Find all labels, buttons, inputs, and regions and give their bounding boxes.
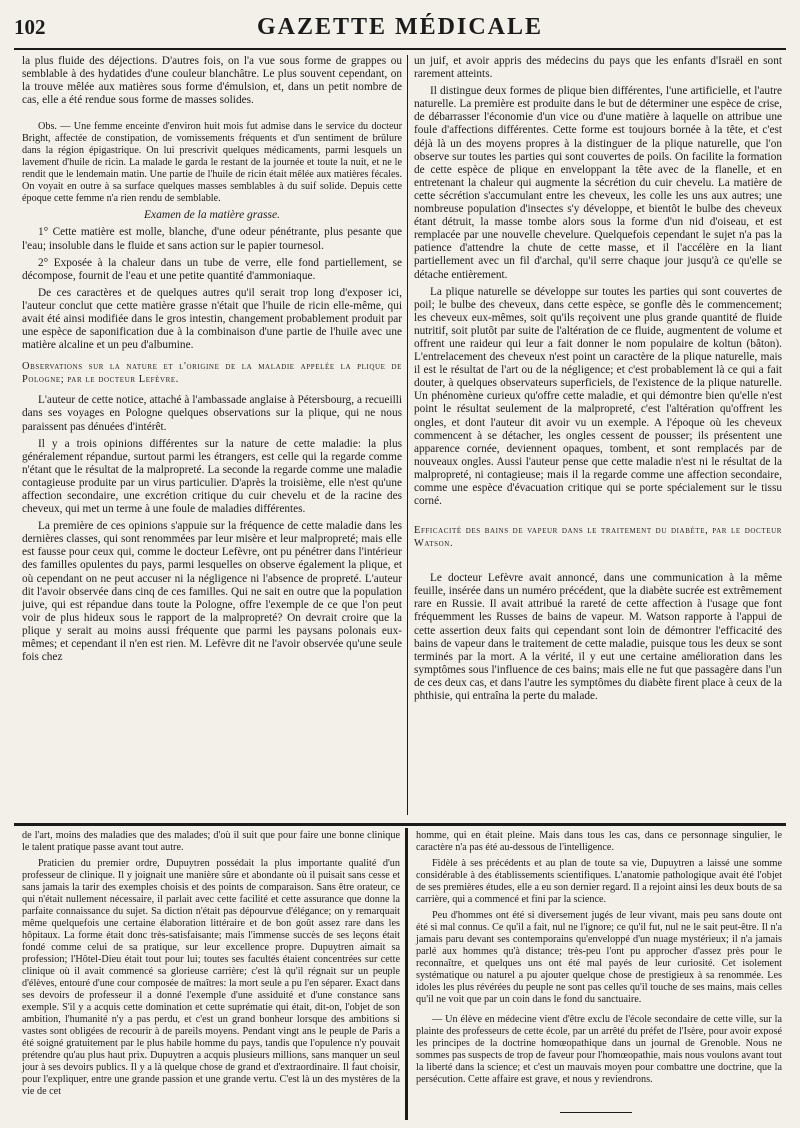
paragraph: la plus fluide des déjections. D'autres fois, on l'a vue sous forme de grappes ou semblable à des hydatides d'une couleur blanchâtre. Le plus souvent cependant, on la trouve mêlée aux matières sous forme d'émulsion, et, dans un petit nombre de cas, elle a été rendue sous forme de masses solides. — [22, 55, 402, 107]
article-heading: Efficacité des bains de vapeur dans le traitement du diabète, par le docteur Watson. — [414, 525, 782, 550]
paragraph: 1° Cette matière est molle, blanche, d'une odeur pénétrante, plus pesante que l'eau; insoluble dans le fluide et sans action sur le papier tournesol. — [22, 226, 402, 252]
paragraph: L'auteur de cette notice, attaché à l'ambassade anglaise à Pétersbourg, a recueilli dans ses voyages en Pologne quelques observations sur la plique, qui ne nous paraissent pas dénuées d'intérêt. — [22, 394, 402, 433]
section-heading: Examen de la matière grasse. — [144, 209, 280, 222]
paragraph: Praticien du premier ordre, Dupuytren possédait la plus importante qualité d'un professeur de clinique. Il y joignait une manière sûre et abondante où il puisait sans cesse et sans jamais la tarir des exemples choisis et des points de comparaison. Sans être orateur, ce qui n'était nullement nécessaire, il parlait avec cette facilité et cette assurance que donne la parfaite connaissance du sujet. Sa diction n'était pas dépourvue d'élégance; on y remarquait même quelquefois une certaine élaboration littéraire et de bon goût assez rare dans les hôpitaux. La forme était donc très-satisfaisante; mais l'immense succès de ses leçons était fondé comme celui de sa pratique, sur leur excellence propre. Dupuytren aimait sa profession; l'Hôtel-Dieu était tout pour lui; toutes ses facultés étaient concentrées sur cette clinique où il avait commencé sa glorieuse carrière; c'est là qu'il régnait sur un peuple d'élèves, entouré d'une cour composée de maîtres: la mort seule a pu l'en séparer. Exact dans ses devoirs de professeur il a donné l'exemple d'une assiduité et d'une constance sans exemple. S'il y a acquis cette domination et cette suprématie qui était, dit-on, l'objet de son ambition, l'humanité n'y a pas perdu, et c'est un grand bonheur lorsque des ambitions si vastes sont obligées de recourir à de pareils moyens. Pendant vingt ans le peuple de Paris a été soigné gratuitement par le plus habile homme du pays, tandis que l'opulence n'y pouvait prétendre qu'au plus haut prix. Dupuytren a acquis plusieurs millions, sans manquer un seul jour à ses devoirs publics. Il y a là quelque chose de grand et d'extraordinaire. Il faut choisir, pour l'expliquer, entre une grande passion et une grande vertu. C'est là un des mystères de la vie de cet — [22, 858, 400, 1097]
feuilleton-divider — [405, 828, 408, 1120]
paragraph: La première de ces opinions s'appuie sur la fréquence de cette maladie dans les dernières classes, qui sont renommées par leur misère et leur malpropreté; mais elle est fausse pour ceux qui, comme le docteur Lefèvre, ont pu pénétrer dans l'intérieur des familles opulentes du pays, parmi lesquelles on observe également la plique, et où cependant on ne peut accuser ni la négligence ni l'absence de propreté. L'auteur dit l'avoir observée dans cinq de ces familles. Qui ne sait en outre que la population juive, qui est répandue dans toute la Pologne, offre l'exemple de ce que l'on peut voir de plus hideux sous le rapport de la malpropreté? On devrait croire que la plique y serait au moins aussi fréquente que parmi les paysans polonais eux-mêmes; et cependant il n'en est rien. M. Lefèvre dit ne l'avoir observée qu'une seule fois chez — [22, 520, 402, 664]
header-rule — [14, 48, 786, 50]
journal-title: GAZETTE MÉDICALE — [256, 14, 544, 40]
article-heading: Observations sur la nature et l'origine de la maladie appelée la plique de Pologne; par le docteur Lefèvre. — [22, 361, 402, 386]
page-number: 102 — [14, 15, 46, 39]
feuilleton-rule — [14, 823, 786, 826]
paragraph: Il distingue deux formes de plique bien différentes, l'une artificielle, et l'autre naturelle. La première est produite dans le but de déterminer une espèce de crise, de débarrasser l'économie d'un vice ou d'une matière à laquelle on attribue une foule d'affections différentes. Cette forme est toujours bornée à la tête, et c'est déjà là un des moyens propres à la distinguer de la plique naturelle, que l'on observe sur toutes les parties qui sont couvertes de poils. On facilite la formation de cette espèce de plique en enveloppant la tête avec de la flanelle, et en entretenant la chaleur qui augmente la sécrétion du cuir chevelu. La matière de cette sécrétion s'accumulant entre les cheveux, les colle les uns aux autres; une nombreuse population d'insectes s'y développe, et bientôt le bulbe des cheveux étant détruit, la masse tombe alors sous la forme d'un nid d'oiseau, et est remplacée par une nouvelle chevelure. Quelquefois cependant le sujet n'a pas la patience d'attendre la chute de cette masse, et il l'accélère en la liant partiellement avec un fil d'archal, qu'il serre chaque jour jusqu'à ce qu'elle se détache entièrement. — [414, 85, 782, 281]
paragraph: De ces caractères et de quelques autres qu'il serait trop long d'exposer ici, l'auteur conclut que cette matière grasse n'était que l'huile de ricin elle-même, qui avait été ainsi modifiée dans le gros intestin, changement probablement produit par une espèce de saponification due à la combinaison d'une partie de l'huile avec une matière alcaline et un peu d'albumine. — [22, 286, 402, 352]
lower-left-column — [22, 830, 400, 1102]
paragraph: Peu d'hommes ont été si diversement jugés de leur vivant, mais peu sans doute ont été si mal connus. Ce qu'il a fait, nul ne l'ignore; ce qu'il fut, nul ne le sait peut-être. Il n'a jamais paru devant ses contemporains qu'enveloppé d'un nuage mystérieux; il n'a jamais parlé aux hommes qu'à distance; très-peu l'ont pu approcher d'assez près pour le reconnaître, et quelques uns ont été mal payés de leur curiosité. Cet isolement systématique ou naturel a pu ajouter quelque chose de prestigieux à sa renommée. Les idoles les plus révérées du peuple ne sont pas celles qu'il touche de ses mains, mais celles qu'il ne voit que par un coin dans le fond du sanctuaire. — [416, 910, 782, 1005]
observation-paragraph: Obs. — Une femme enceinte d'environ huit mois fut admise dans le service du docteur Bright, affectée de constipation, de vomissements fréquents et d'un sentiment de brûlure dans la région épigastrique. On lui prescrivit quelques médicaments, parmi lesquels un lavement d'huile de ricin. La malade le garda le restant de la journée et toute la nuit, et ne le rendit que le lendemain matin. Une partie de l'huile de ricin était mêlée aux matières fécales. On voyait en outre à sa surface quelques masses semblables à du suif solide. Depuis cette époque cette femme n'a rien rendu de semblable. — [22, 121, 402, 205]
paragraph: de l'art, moins des maladies que des malades; d'où il suit que pour faire une bonne clinique le talent pratique passe avant tout autre. — [22, 830, 400, 853]
upper-left-column — [22, 55, 402, 668]
paragraph: Fidèle à ses précédents et au plan de toute sa vie, Dupuytren a laissé une somme considérable à des établissements scientifiques. L'anatomie pathologique avait été l'objet de ses premières études, elle a eu son dernier regard. Il a rejoint ainsi les deux bouts de sa carrière, qui a commencé et fini par la science. — [416, 858, 782, 905]
paragraph: Le docteur Lefèvre avait annoncé, dans une communication à la même feuille, insérée dans un numéro précédent, que la diabète sucrée est extrêmement rare en Russie. Il avait attribué la rareté de cette affection à l'usage que font fréquemment les Russes de bains de vapeur. M. Watson rapporte à l'appui de cette assertion deux faits qui cependant sont loin de démontrer l'efficacité des bains de vapeur dans le traitement de cette maladie, puisque tous les deux se sont terminés par la mort. A la vérité, il y eut une certaine amélioration dans les symptômes sous l'influence de ces bains; mais elle ne fut que passagère dans l'un de ces deux cas, et dans l'autre les symptômes du diabète firent place à ceux de la phthisie, qui entraîna la perte du malade. — [414, 572, 782, 703]
lower-right-column — [416, 830, 782, 1090]
column-divider — [407, 55, 408, 815]
paragraph: La plique naturelle se développe sur toutes les parties qui sont couvertes de poil; le bulbe des cheveux, dans cette espèce, se gonfle dès le commencement; les cheveux eux-mêmes, soit qu'ils reçoivent une plus grande quantité de fluide nutritif, soit plutôt par suite de l'altération de ce fluide, augmentent de volume et offrent une raideur qui leur a fait donner le nom populaire de koltun (bâton). L'entrelacement des cheveux n'est point un caractère de la plique naturelle, mais il est le résultat de l'art ou de la négligence; et c'est probablement là ce qui a fait douter, à quelques observateurs superficiels, de l'existence de la plique naturelle. Un phénomène curieux qu'offre cette maladie, et qui démontre bien qu'elle n'est point le résultat seulement de la malpropreté, c'est l'altération qu'offrent les ongles, et dont l'auteur dit avoir vu un exemple. A l'époque où les cheveux commencent à se détacher, les ongles cessent de pousser; ils présentent une apparence cornée, deviennent opaques, tombent, et sont remplacés par de nouveaux ongles. Aussi l'auteur pense que cette maladie n'est ni le résultat de la malpropreté, ni contagieuse; mais il la regarde comme une affection secondaire, comme une espèce d'évacuation critique qui se porte spécialement sur le tissu corné. — [414, 285, 782, 508]
paragraph: — Un élève en médecine vient d'être exclu de l'école secondaire de cette ville, sur la plainte des professeurs de cette école, par un arrêté du préfet de l'Isère, pour avoir exposé les principes de la doctrine homœopathique dans un journal de Grenoble. Nous ne sommes pas suspects de trop de faveur pour l'homœopathie, mais nous voulons avant tout la liberté dans la science; et c'est un mauvais moyen pour combattre une doctrine, que la persécution. Cette affaire est grave, et nous y reviendrons. — [416, 1014, 782, 1085]
paragraph: un juif, et avoir appris des médecins du pays que les enfants d'Israël en sont rarement atteints. — [414, 55, 782, 81]
paragraph: homme, qui en était pleine. Mais dans tous les cas, dans ce personnage singulier, le caractère n'a pas été au-dessous de l'intelligence. — [416, 830, 782, 853]
end-rule — [560, 1112, 632, 1113]
paragraph: 2° Exposée à la chaleur dans un tube de verre, elle fond partiellement, se décompose, fournit de l'eau et une petite quantité d'ammoniaque. — [22, 256, 402, 282]
paragraph: Il y a trois opinions différentes sur la nature de cette maladie: la plus généralement répandue, surtout parmi les étrangers, est celle qui la regarde comme n'étant que le résultat de la malpropreté. La seconde la regarde comme une maladie contagieuse produite par un virus particulier. D'après la troisième, elle n'est qu'une affection secondaire, une excrétion critique du cuir chevelu et de la racine des cheveux, qui met un terme à une foule de maladies différentes. — [22, 437, 402, 516]
page-header — [14, 14, 786, 44]
upper-right-column — [414, 55, 782, 707]
